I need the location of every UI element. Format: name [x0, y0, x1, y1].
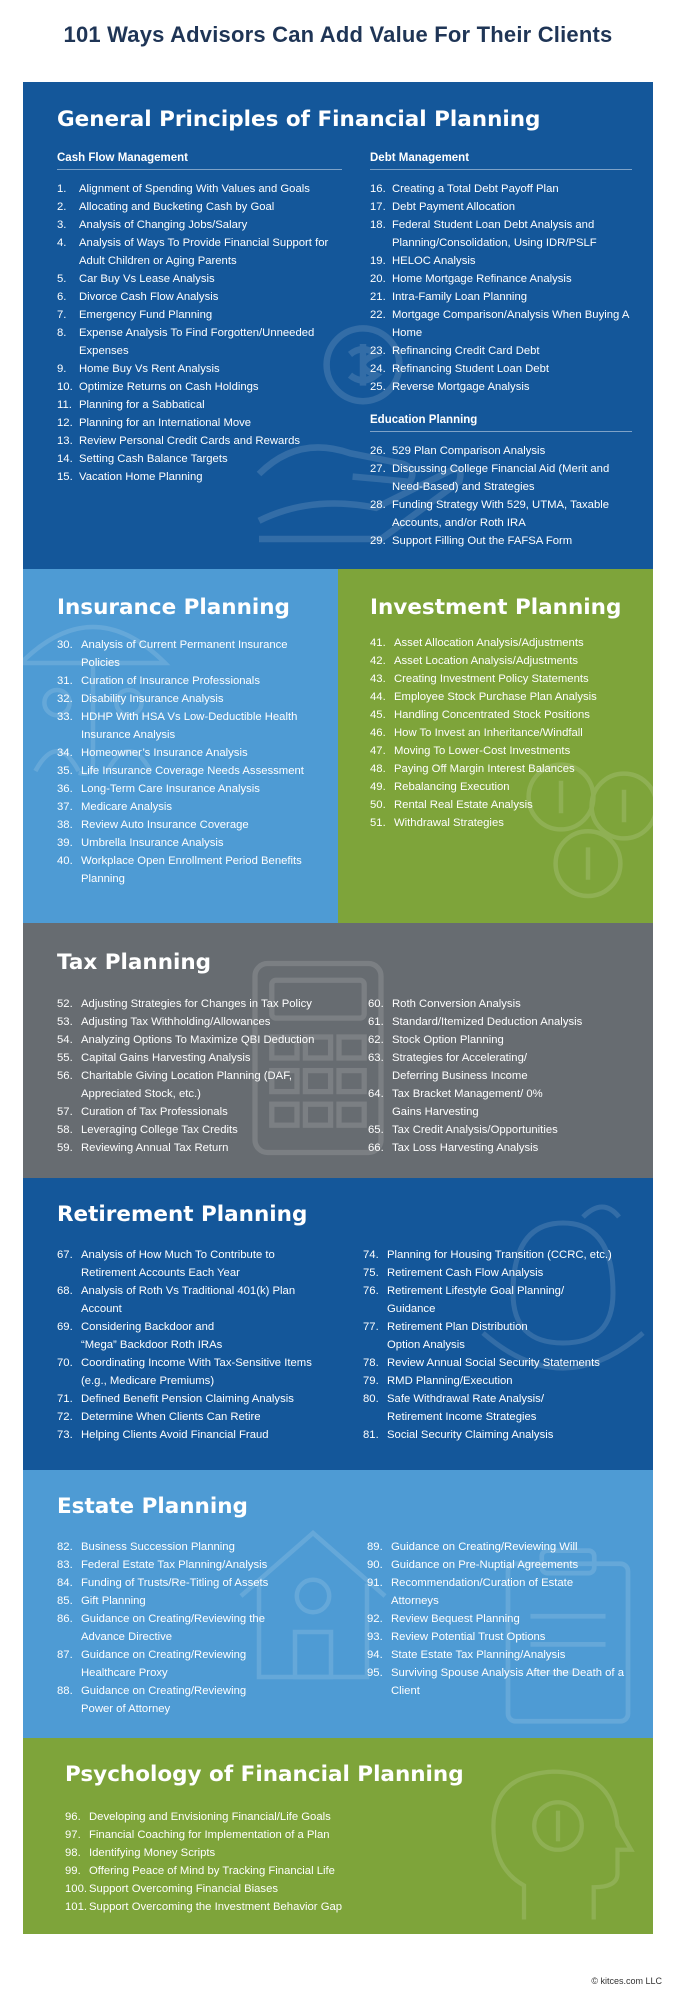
psychology-panel: [23, 1738, 653, 1934]
list-item: 25. Reverse Mortgage Analysis: [370, 381, 530, 393]
list-item: 79. RMD Planning/Execution: [363, 1375, 513, 1387]
list-item: 75. Retirement Cash Flow Analysis: [363, 1267, 544, 1279]
list-item: 74. Planning for Housing Transition (CCRC, etc.): [363, 1249, 612, 1261]
list-item: 4. Analysis of Ways To Provide Financial Support for Adult Children or Aging Parents: [57, 237, 329, 267]
list-item: 94. State Estate Tax Planning/Analysis: [367, 1649, 566, 1661]
list-item: 44. Employee Stock Purchase Plan Analysis: [370, 691, 597, 703]
list-item: 11. Planning for a Sabbatical: [57, 399, 205, 411]
retirement-planning-panel: [23, 1178, 653, 1470]
list-item: 16. Creating a Total Debt Payoff Plan: [370, 183, 559, 195]
list-item: 23. Refinancing Credit Card Debt: [370, 345, 540, 357]
list-item: 56. Charitable Giving Location Planning (DAF, Appreciated Stock, etc.): [57, 1070, 292, 1100]
list-item: 76. Retirement Lifestyle Goal Planning/ Guidance: [363, 1285, 565, 1315]
estate-planning-panel: [23, 1470, 653, 1738]
list-item: 96. Developing and Envisioning Financial/Life Goals: [65, 1811, 331, 1823]
estate-list-left: [57, 1538, 357, 1718]
list-item: 91. Recommendation/Curation of Estate Attorneys: [367, 1577, 574, 1607]
list-item: 71. Defined Benefit Pension Claiming Analysis: [57, 1393, 294, 1405]
list-item: 8. Expense Analysis To Find Forgotten/Unneeded Expenses: [57, 327, 315, 357]
list-item: 41. Asset Allocation Analysis/Adjustments: [370, 637, 584, 649]
list-item: 21. Intra-Family Loan Planning: [370, 291, 528, 303]
list-item: 1. Alignment of Spending With Values and Goals: [57, 183, 310, 195]
list-item: 33. HDHP With HSA Vs Low-Deductible Health Insurance Analysis: [57, 711, 298, 741]
list-item: 34. Homeowner’s Insurance Analysis: [57, 747, 248, 759]
list-item: 19. HELOC Analysis: [370, 255, 476, 267]
list-item: 92. Review Bequest Planning: [367, 1613, 520, 1625]
list-item: 89. Guidance on Creating/Reviewing Will: [367, 1541, 578, 1553]
list-item: 90. Guidance on Pre-Nuptial Agreements: [367, 1559, 579, 1571]
list-item: 26. 529 Plan Comparison Analysis: [370, 445, 546, 457]
list-item: 37. Medicare Analysis: [57, 801, 173, 813]
list-item: 93. Review Potential Trust Options: [367, 1631, 546, 1643]
list-item: 31. Curation of Insurance Professionals: [57, 675, 260, 687]
list-item: 97. Financial Coaching for Implementation of a Plan: [65, 1829, 330, 1841]
list-item: 58. Leveraging College Tax Credits: [57, 1124, 238, 1136]
list-item: 30. Analysis of Current Permanent Insurance Policies: [57, 639, 288, 669]
debt-list: [370, 180, 632, 396]
list-item: 100. Support Overcoming Financial Biases: [65, 1883, 278, 1895]
list-item: 70. Coordinating Income With Tax-Sensitive Items (e.g., Medicare Premiums): [57, 1357, 312, 1387]
list-item: 7. Emergency Fund Planning: [57, 309, 213, 321]
list-item: 87. Guidance on Creating/Reviewing Healthcare Proxy: [57, 1649, 247, 1679]
tax-list-right: [368, 995, 638, 1157]
list-item: 17. Debt Payment Allocation: [370, 201, 516, 213]
list-item: 5. Car Buy Vs Lease Analysis: [57, 273, 215, 285]
list-item: 67. Analysis of How Much To Contribute to Retirement Accounts Each Year: [57, 1249, 275, 1279]
list-item: 10. Optimize Returns on Cash Holdings: [57, 381, 259, 393]
retirement-list-left: [57, 1246, 357, 1444]
list-item: 84. Funding of Trusts/Re-Titling of Assets: [57, 1577, 269, 1589]
list-item: 35. Life Insurance Coverage Needs Assessment: [57, 765, 304, 777]
investment-planning-panel: [338, 569, 653, 923]
list-item: 49. Rebalancing Execution: [370, 781, 510, 793]
list-item: 88. Guidance on Creating/Reviewing Power of Attorney: [57, 1685, 247, 1715]
list-item: 28. Funding Strategy With 529, UTMA, Taxable Accounts, and/or Roth IRA: [370, 499, 610, 529]
list-item: 14. Setting Cash Balance Targets: [57, 453, 228, 465]
list-item: 72. Determine When Clients Can Retire: [57, 1411, 261, 1423]
debt-heading: Debt Management: [370, 152, 632, 170]
page-title: 101 Ways Advisors Can Add Value For Their Clients: [63, 22, 613, 47]
list-item: 82. Business Succession Planning: [57, 1541, 235, 1553]
cash-flow-heading: Cash Flow Management: [57, 152, 342, 170]
list-item: 2. Allocating and Bucketing Cash by Goal: [57, 201, 275, 213]
list-item: 15. Vacation Home Planning: [57, 471, 203, 483]
list-item: 81. Social Security Claiming Analysis: [363, 1429, 554, 1441]
list-item: 9. Home Buy Vs Rent Analysis: [57, 363, 220, 375]
list-item: 63. Strategies for Accelerating/ Deferring Business Income: [368, 1052, 528, 1082]
tax-planning-panel: [23, 923, 653, 1178]
psychology-heading: Psychology of Financial Planning: [65, 1762, 464, 1787]
list-item: 65. Tax Credit Analysis/Opportunities: [368, 1124, 558, 1136]
list-item: 62. Stock Option Planning: [368, 1034, 504, 1046]
education-heading: Education Planning: [370, 414, 632, 432]
list-item: 64. Tax Bracket Management/ 0% Gains Harvesting: [368, 1088, 543, 1118]
list-item: 6. Divorce Cash Flow Analysis: [57, 291, 219, 303]
list-item: 101. Support Overcoming the Investment Behavior Gap: [65, 1901, 343, 1913]
list-item: 61. Standard/Itemized Deduction Analysis: [368, 1016, 583, 1028]
list-item: 98. Identifying Money Scripts: [65, 1847, 216, 1859]
psychology-list: [65, 1808, 505, 1916]
estate-list-right: [367, 1538, 647, 1700]
list-item: 60. Roth Conversion Analysis: [368, 998, 521, 1010]
list-item: 32. Disability Insurance Analysis: [57, 693, 224, 705]
list-item: 83. Federal Estate Tax Planning/Analysis: [57, 1559, 268, 1571]
tax-heading: Tax Planning: [57, 950, 212, 975]
list-item: 48. Paying Off Margin Interest Balances: [370, 763, 575, 775]
investment-list: [370, 634, 640, 832]
cash-flow-column: [57, 152, 342, 486]
list-item: 51. Withdrawal Strategies: [370, 817, 504, 829]
list-item: 47. Moving To Lower-Cost Investments: [370, 745, 571, 757]
education-list: [370, 442, 632, 550]
copyright-footer: © kitces.com LLC: [591, 1976, 662, 1986]
list-item: 68. Analysis of Roth Vs Traditional 401(k) Plan Account: [57, 1285, 296, 1315]
list-item: 22. Mortgage Comparison/Analysis When Buying A Home: [370, 309, 629, 339]
list-item: 99. Offering Peace of Mind by Tracking Financial Life: [65, 1865, 335, 1877]
list-item: 36. Long-Term Care Insurance Analysis: [57, 783, 260, 795]
general-principles-panel: [23, 82, 653, 569]
tax-list-left: [57, 995, 362, 1157]
insurance-planning-panel: [23, 569, 338, 923]
retirement-list-right: [363, 1246, 648, 1444]
insurance-heading: Insurance Planning: [57, 595, 290, 620]
list-item: 46. How To Invest an Inheritance/Windfall: [370, 727, 583, 739]
list-item: 13. Review Personal Credit Cards and Rewards: [57, 435, 301, 447]
list-item: 77. Retirement Plan Distribution Option Analysis: [363, 1321, 528, 1351]
list-item: 24. Refinancing Student Loan Debt: [370, 363, 550, 375]
list-item: 40. Workplace Open Enrollment Period Benefits Planning: [57, 855, 302, 885]
list-item: 52. Adjusting Strategies for Changes in Tax Policy: [57, 998, 312, 1010]
list-item: 69. Considering Backdoor and “Mega” Backdoor Roth IRAs: [57, 1321, 223, 1351]
investment-heading: Investment Planning: [370, 595, 622, 620]
list-item: 3. Analysis of Changing Jobs/Salary: [57, 219, 248, 231]
list-item: 53. Adjusting Tax Withholding/Allowances: [57, 1016, 271, 1028]
list-item: 12. Planning for an International Move: [57, 417, 252, 429]
debt-column: [370, 152, 632, 550]
list-item: 29. Support Filling Out the FAFSA Form: [370, 535, 573, 547]
estate-heading: Estate Planning: [57, 1494, 248, 1519]
list-item: 38. Review Auto Insurance Coverage: [57, 819, 249, 831]
insurance-list: [57, 636, 312, 888]
list-item: 54. Analyzing Options To Maximize QBI Deduction: [57, 1034, 315, 1046]
list-item: 20. Home Mortgage Refinance Analysis: [370, 273, 572, 285]
list-item: 45. Handling Concentrated Stock Positions: [370, 709, 590, 721]
list-item: 42. Asset Location Analysis/Adjustments: [370, 655, 578, 667]
list-item: 50. Rental Real Estate Analysis: [370, 799, 533, 811]
list-item: 80. Safe Withdrawal Rate Analysis/ Retirement Income Strategies: [363, 1393, 544, 1423]
list-item: 55. Capital Gains Harvesting Analysis: [57, 1052, 251, 1064]
list-item: 95. Surviving Spouse Analysis After the Death of a Client: [367, 1667, 624, 1697]
list-item: 86. Guidance on Creating/Reviewing the Advance Directive: [57, 1613, 265, 1643]
list-item: 73. Helping Clients Avoid Financial Fraud: [57, 1429, 269, 1441]
list-item: 66. Tax Loss Harvesting Analysis: [368, 1142, 539, 1154]
list-item: 18. Federal Student Loan Debt Analysis and Planning/Consolidation, Using IDR/PSLF: [370, 219, 597, 249]
list-item: 27. Discussing College Financial Aid (Merit and Need-Based) and Strategies: [370, 463, 610, 493]
general-heading: General Principles of Financial Planning: [57, 107, 541, 132]
list-item: 39. Umbrella Insurance Analysis: [57, 837, 224, 849]
cash-flow-list: [57, 180, 342, 486]
list-item: 85. Gift Planning: [57, 1595, 146, 1607]
list-item: 78. Review Annual Social Security Statements: [363, 1357, 600, 1369]
list-item: 57. Curation of Tax Professionals: [57, 1106, 228, 1118]
list-item: 43. Creating Investment Policy Statements: [370, 673, 589, 685]
retirement-heading: Retirement Planning: [57, 1202, 308, 1227]
list-item: 59. Reviewing Annual Tax Return: [57, 1142, 229, 1154]
